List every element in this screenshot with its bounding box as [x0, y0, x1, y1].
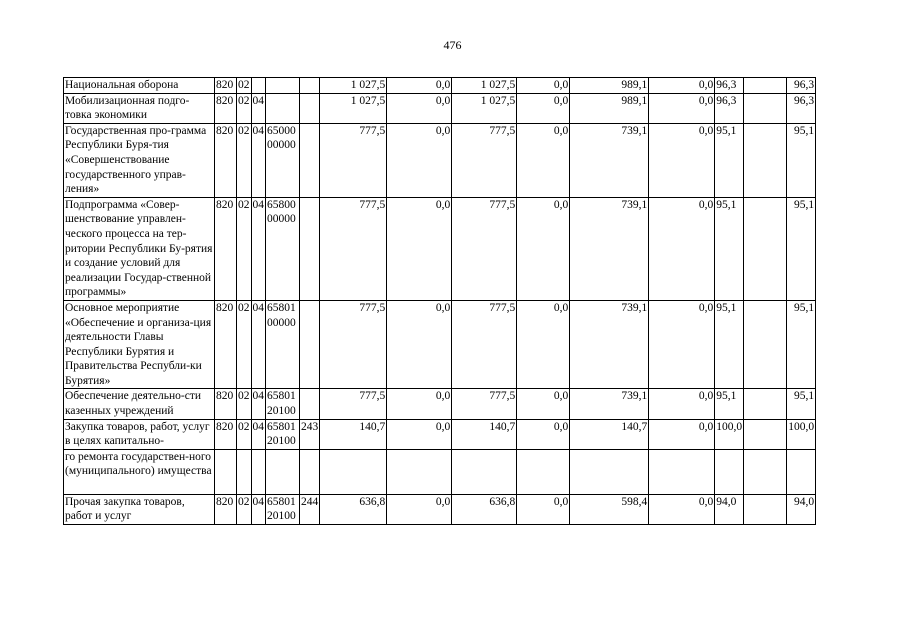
row-name-cell: Закупка товаров, работ, услуг в целях капитально- — [64, 419, 215, 449]
plan-federal-cell: 0,0 — [387, 494, 452, 524]
federal-percent-cell — [744, 494, 787, 524]
table-row — [64, 123, 816, 197]
federal-percent-cell — [744, 419, 787, 449]
plan-amount-cell: 636,8 — [320, 494, 387, 524]
target-item-code-cell — [266, 93, 300, 123]
plan-federal-cell: 0,0 — [387, 93, 452, 123]
total-percent-cell: 100,0 — [787, 419, 816, 449]
section-code-cell: 02 — [237, 93, 252, 123]
plan-amount-cell: 777,5 — [320, 300, 387, 389]
plan-federal-total-cell: 0,0 — [517, 389, 570, 419]
table-row — [64, 419, 816, 449]
executed-amount-cell: 989,1 — [570, 93, 649, 123]
execution-percent-cell: 100,0 — [715, 419, 744, 449]
section-code-cell: 02 — [237, 197, 252, 300]
total-percent-cell: 95,1 — [787, 123, 816, 197]
grbs-code-cell: 820 — [215, 123, 237, 197]
table-row — [64, 389, 816, 419]
executed-federal-cell: 0,0 — [649, 300, 715, 389]
total-percent-cell: 94,0 — [787, 494, 816, 524]
plan-federal-total-cell: 0,0 — [517, 78, 570, 94]
target-item-code-part2: 20100 — [267, 405, 296, 418]
plan-total-cell: 777,5 — [452, 197, 517, 300]
federal-percent-cell — [744, 389, 787, 419]
plan-total-cell: 777,5 — [452, 123, 517, 197]
target-item-code-part1: 65801 — [267, 495, 296, 508]
executed-amount-cell: 739,1 — [570, 197, 649, 300]
row-name-cell: Государственная про-грамма Республики Буря-тия «Совершенствование государственного управ-ления» — [64, 123, 215, 197]
target-item-code-part2: 00000 — [267, 139, 296, 152]
executed-federal-cell: 0,0 — [649, 389, 715, 419]
total-percent-cell: 96,3 — [787, 93, 816, 123]
section-code-cell: 02 — [237, 419, 252, 449]
target-item-code-cell — [266, 389, 300, 419]
expense-type-cell: 244 — [300, 494, 320, 524]
expense-type-cell: 243 — [300, 419, 320, 449]
execution-percent-cell: 95,1 — [715, 300, 744, 389]
plan-total-cell: 1 027,5 — [452, 93, 517, 123]
target-item-code-part2: 20100 — [267, 510, 296, 523]
federal-percent-cell — [744, 78, 787, 94]
subsection-code-cell: 04 — [251, 300, 266, 389]
table-row — [64, 449, 816, 494]
plan-federal-total-cell: 0,0 — [517, 419, 570, 449]
plan-total-cell: 1 027,5 — [452, 78, 517, 94]
plan-amount-cell: 1 027,5 — [320, 93, 387, 123]
executed-federal-cell: 0,0 — [649, 494, 715, 524]
section-code-cell: 02 — [237, 494, 252, 524]
plan-federal-total-cell: 0,0 — [517, 123, 570, 197]
subsection-code-cell — [251, 78, 266, 94]
plan-federal-cell: 0,0 — [387, 419, 452, 449]
plan-amount-cell: 1 027,5 — [320, 78, 387, 94]
executed-amount-cell: 989,1 — [570, 78, 649, 94]
target-item-code-cell — [266, 123, 300, 197]
subsection-code-cell — [251, 449, 266, 494]
total-percent-cell: 95,1 — [787, 300, 816, 389]
executed-federal-cell: 0,0 — [649, 419, 715, 449]
target-item-code-part1: 65801 — [267, 301, 296, 314]
total-percent-cell — [787, 449, 816, 494]
plan-federal-cell: 0,0 — [387, 300, 452, 389]
plan-total-cell — [452, 449, 517, 494]
target-item-code-part2: 20100 — [267, 435, 296, 448]
expense-type-cell — [300, 197, 320, 300]
federal-percent-cell — [744, 93, 787, 123]
executed-amount-cell: 140,7 — [570, 419, 649, 449]
grbs-code-cell: 820 — [215, 93, 237, 123]
row-name-cell: Основное мероприятие «Обеспечение и организа-ция деятельности Главы Республики Бурятия и Правительства Республи-ки Бурятия» — [64, 300, 215, 389]
expense-type-cell — [300, 389, 320, 419]
execution-percent-cell: 94,0 — [715, 494, 744, 524]
target-item-code-cell — [266, 449, 300, 494]
total-percent-cell: 96,3 — [787, 78, 816, 94]
executed-federal-cell: 0,0 — [649, 78, 715, 94]
target-item-code-part2: 00000 — [267, 213, 296, 226]
plan-federal-cell: 0,0 — [387, 123, 452, 197]
federal-percent-cell — [744, 300, 787, 389]
grbs-code-cell — [215, 449, 237, 494]
target-item-code-part1: 65800 — [267, 198, 296, 211]
executed-amount-cell — [570, 449, 649, 494]
row-name-cell: го ремонта государствен-ного (муниципального) имущества — [64, 449, 215, 494]
plan-federal-total-cell: 0,0 — [517, 197, 570, 300]
table-row — [64, 78, 816, 94]
expense-type-cell — [300, 78, 320, 94]
target-item-code-cell — [266, 419, 300, 449]
grbs-code-cell: 820 — [215, 300, 237, 389]
subsection-code-cell: 04 — [251, 389, 266, 419]
executed-amount-cell: 739,1 — [570, 123, 649, 197]
plan-amount-cell — [320, 449, 387, 494]
expense-type-cell — [300, 123, 320, 197]
section-code-cell: 02 — [237, 78, 252, 94]
page-number: 476 — [443, 38, 462, 52]
execution-percent-cell: 96,3 — [715, 93, 744, 123]
budget-execution-table — [63, 77, 816, 525]
section-code-cell: 02 — [237, 389, 252, 419]
grbs-code-cell: 820 — [215, 389, 237, 419]
table-row — [64, 93, 816, 123]
executed-federal-cell: 0,0 — [649, 93, 715, 123]
table-row — [64, 197, 816, 300]
execution-percent-cell: 95,1 — [715, 197, 744, 300]
execution-percent-cell: 95,1 — [715, 389, 744, 419]
federal-percent-cell — [744, 449, 787, 494]
row-name-cell: Подпрограмма «Совер-шенствование управлен-ческого процесса на тер-ритории Республики Бу-рятия и создание условий для реализации Государ-ственной программы» — [64, 197, 215, 300]
grbs-code-cell: 820 — [215, 197, 237, 300]
plan-total-cell: 777,5 — [452, 389, 517, 419]
subsection-code-cell: 04 — [251, 494, 266, 524]
federal-percent-cell — [744, 123, 787, 197]
plan-federal-total-cell — [517, 449, 570, 494]
row-name-cell: Обеспечение деятельно-сти казенных учреждений — [64, 389, 215, 419]
grbs-code-cell: 820 — [215, 419, 237, 449]
executed-amount-cell: 739,1 — [570, 389, 649, 419]
row-name-cell: Мобилизационная подго-товка экономики — [64, 93, 215, 123]
plan-amount-cell: 777,5 — [320, 123, 387, 197]
section-code-cell: 02 — [237, 123, 252, 197]
execution-percent-cell — [715, 449, 744, 494]
section-code-cell — [237, 449, 252, 494]
row-name-cell: Прочая закупка товаров, работ и услуг — [64, 494, 215, 524]
execution-percent-cell: 96,3 — [715, 78, 744, 94]
plan-federal-cell — [387, 449, 452, 494]
subsection-code-cell: 04 — [251, 197, 266, 300]
subsection-code-cell: 04 — [251, 93, 266, 123]
executed-federal-cell: 0,0 — [649, 123, 715, 197]
plan-amount-cell: 777,5 — [320, 389, 387, 419]
plan-total-cell: 140,7 — [452, 419, 517, 449]
target-item-code-cell — [266, 197, 300, 300]
target-item-code-part1: 65801 — [267, 420, 296, 433]
plan-amount-cell: 777,5 — [320, 197, 387, 300]
executed-federal-cell — [649, 449, 715, 494]
expense-type-cell — [300, 449, 320, 494]
target-item-code-cell — [266, 494, 300, 524]
plan-amount-cell: 140,7 — [320, 419, 387, 449]
expense-type-cell — [300, 93, 320, 123]
total-percent-cell: 95,1 — [787, 389, 816, 419]
federal-percent-cell — [744, 197, 787, 300]
target-item-code-cell — [266, 300, 300, 389]
plan-total-cell: 636,8 — [452, 494, 517, 524]
plan-federal-cell: 0,0 — [387, 197, 452, 300]
plan-federal-cell: 0,0 — [387, 389, 452, 419]
execution-percent-cell: 95,1 — [715, 123, 744, 197]
grbs-code-cell: 820 — [215, 78, 237, 94]
grbs-code-cell: 820 — [215, 494, 237, 524]
table-row — [64, 300, 816, 389]
target-item-code-part2: 00000 — [267, 316, 296, 329]
executed-federal-cell: 0,0 — [649, 197, 715, 300]
target-item-code-part1: 65000 — [267, 124, 296, 137]
expense-type-cell — [300, 300, 320, 389]
plan-federal-cell: 0,0 — [387, 78, 452, 94]
subsection-code-cell: 04 — [251, 123, 266, 197]
table-row — [64, 494, 816, 524]
plan-total-cell: 777,5 — [452, 300, 517, 389]
plan-federal-total-cell: 0,0 — [517, 93, 570, 123]
section-code-cell: 02 — [237, 300, 252, 389]
total-percent-cell: 95,1 — [787, 197, 816, 300]
executed-amount-cell: 739,1 — [570, 300, 649, 389]
row-name-cell: Национальная оборона — [64, 78, 215, 94]
subsection-code-cell: 04 — [251, 419, 266, 449]
target-item-code-part1: 65801 — [267, 390, 296, 403]
plan-federal-total-cell: 0,0 — [517, 300, 570, 389]
target-item-code-cell — [266, 78, 300, 94]
plan-federal-total-cell: 0,0 — [517, 494, 570, 524]
executed-amount-cell: 598,4 — [570, 494, 649, 524]
